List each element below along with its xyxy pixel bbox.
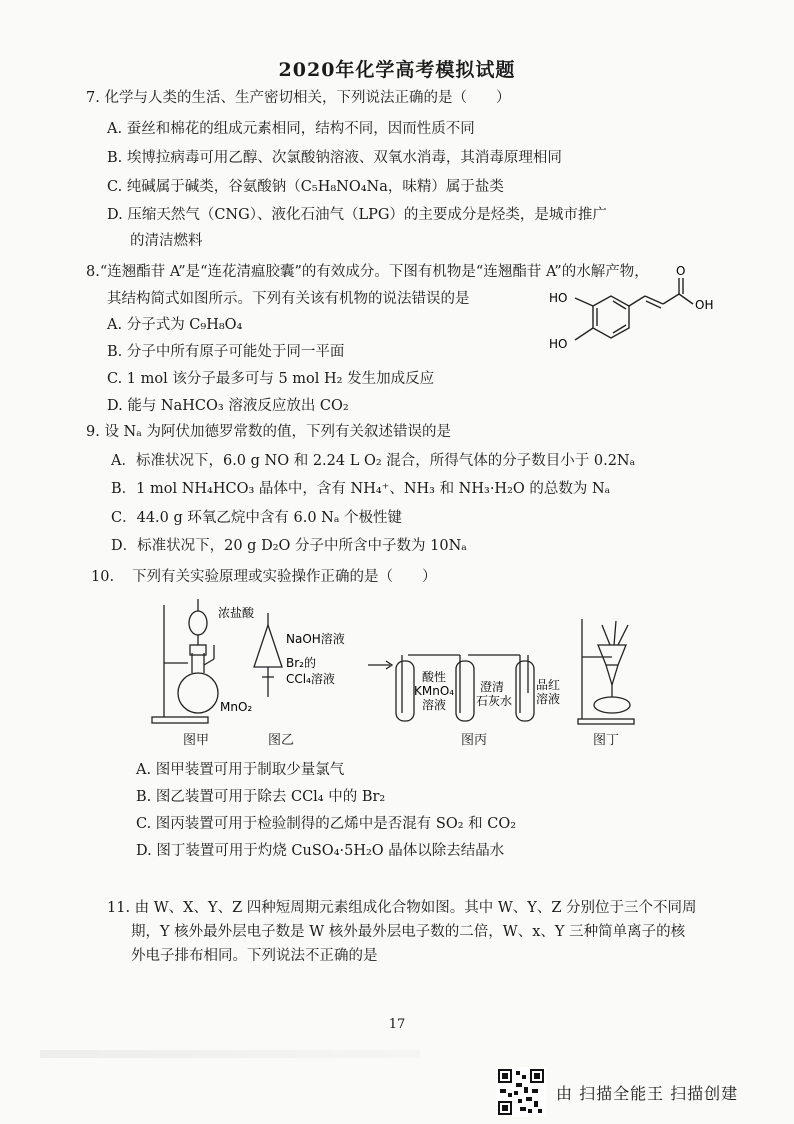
q7-option-a: A. 蚕丝和棉花的组成元素相同，结构不同，因而性质不同 [107,121,475,137]
q9-option-b: B．1 mol NH₄HCO₃ 晶体中，含有 NH₄⁺、NH₃ 和 NH₃·H₂O 的总数为 Nₐ [111,481,611,497]
q10-option-d: D. 图丁装置可用于灼烧 CuSO₄·5H₂O 晶体以除去结晶水 [136,843,505,859]
caption-figure-c: 图丙 [461,733,488,748]
q7-stem: 7. 化学与人类的生活、生产密切相关，下列说法正确的是（ ） [86,90,511,106]
page-title: 2020年化学高考模拟试题 [278,59,516,81]
caffeic-acid-structure [545,264,720,370]
scan-smudge [40,1050,420,1058]
q9-option-a: A．标准状况下，6.0 g NO 和 2.24 L O₂ 混合，所得气体的分子数目小于 0.2Nₐ [111,453,636,469]
q7-option-d: D. 压缩天然气（CNG）、液化石油气（LPG）的主要成分是烃类，是城市推广 [107,207,607,223]
label-ccl4: CCl₄溶液 [286,672,335,686]
q10-option-c: C. 图丙装置可用于检验制得的乙烯中是否混有 SO₂ 和 CO₂ [136,816,517,832]
q8-option-d: D. 能与 NaHCO₃ 溶液反应放出 CO₂ [107,398,349,414]
q10-option-b: B. 图乙装置可用于除去 CCl₄ 中的 Br₂ [136,789,386,805]
label-conc-hcl: 浓盐酸 [218,606,255,620]
label-naoh: NaOH溶液 [286,632,345,646]
scanner-watermark [496,1067,786,1117]
label-kmno4-2: KMnO₄ [414,684,455,698]
caption-figure-a: 图甲 [183,733,210,748]
q11-line-2: 期，Y 核外最外层电子数是 W 核外最外层电子数的二倍，W、x、Y 三种简单离子的核 [131,924,686,940]
label-br2: Br₂的 [286,656,316,670]
label-kmno4-1: 酸性 [422,670,447,684]
label-red-1: 品红 [536,678,561,692]
q11-line-1: 11. 由 W、X、Y、Z 四种短周期元素组成化合物如图。其中 W、Y、Z 分别位于三个不同周 [107,900,697,916]
q9-option-d: D．标准状况下，20 g D₂O 分子中所含中子数为 10Nₐ [111,538,467,554]
apparatus-figures [150,595,650,735]
caption-figure-d: 图丁 [593,733,620,748]
label-limewater-1: 澄清 [480,680,505,694]
label-red-2: 溶液 [536,692,561,706]
scanner-label: 由 扫描全能王 扫描创建 [556,1083,739,1103]
label-mno2: MnO₂ [220,700,253,714]
q8-stem-cont: 其结构简式如图所示。下列有关该有机物的说法错误的是 [107,291,470,307]
q11-line-3: 外电子排布相同。下列说法不正确的是 [131,948,378,964]
q8-option-a: A. 分子式为 C₉H₈O₄ [107,317,243,333]
qr-code-icon [496,1067,546,1117]
struct-ho-bottom: HO [549,337,568,351]
q7-option-b: B. 埃博拉病毒可用乙醇、次氯酸钠溶液、双氧水消毒，其消毒原理相同 [107,150,562,166]
struct-o: O [676,264,686,278]
label-kmno4-3: 溶液 [422,698,447,712]
q7-option-d-cont: 的清洁燃料 [130,233,203,249]
label-limewater-2: 石灰水 [476,694,513,708]
q9-option-c: C．44.0 g 环氧乙烷中含有 6.0 Nₐ 个极性键 [111,510,403,526]
q9-stem: 9. 设 Nₐ 为阿伏加德罗常数的值，下列有关叙述错误的是 [86,424,451,440]
q8-option-c: C. 1 mol 该分子最多可与 5 mol H₂ 发生加成反应 [107,371,435,387]
q10-option-a: A. 图甲装置可用于制取少量氯气 [136,762,345,778]
struct-ho-top: HO [549,291,568,305]
q8-stem: 8.“连翘酯苷 A”是“连花清瘟胶囊”的有效成分。下图有机物是“连翘酯苷 A”的水解产物， [86,264,649,280]
q7-option-c: C. 纯碱属于碱类，谷氨酸钠（C₅H₈NO₄Na，味精）属于盐类 [107,179,504,195]
caption-figure-b: 图乙 [268,733,295,748]
q8-option-b: B. 分子中所有原子可能处于同一平面 [107,344,345,360]
struct-oh: OH [695,298,714,312]
q10-number: 10. [91,569,115,585]
q10-stem: 下列有关实验原理或实验操作正确的是（ ） [132,569,437,585]
page-number: 17 [388,1017,406,1032]
